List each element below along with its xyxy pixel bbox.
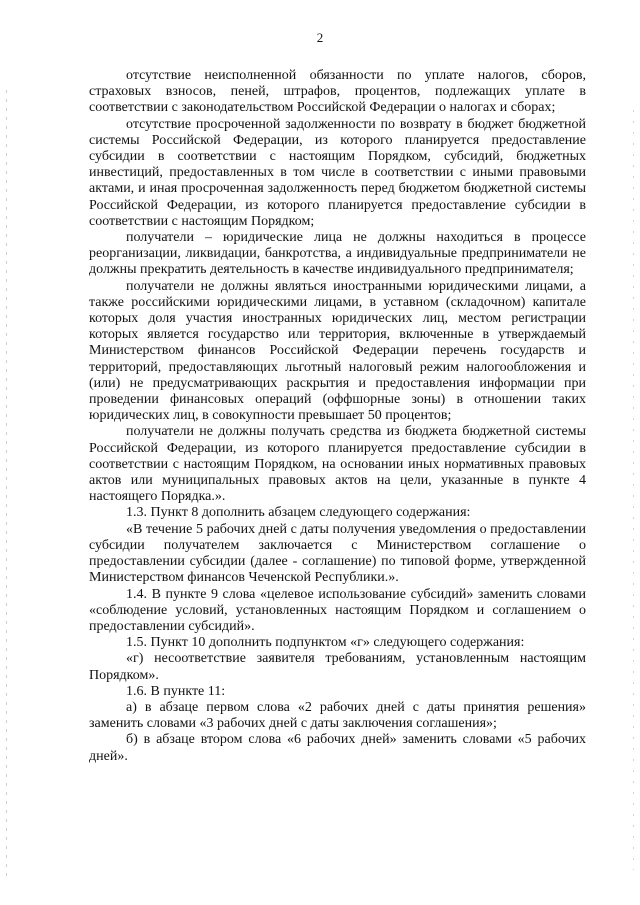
paragraph-5: получатели не должны получать средства из бюджета бюджетной системы Российской Федерации, из которого планируется предоставление субсидии в соответствии с настоящим Порядком, на основании иных нормативных правовых актов или муниципальных правовых актов на цели, указанные в пункте 4 настоящего Порядка.». — [89, 424, 586, 505]
scan-edge-right — [633, 110, 634, 870]
document-body — [89, 68, 586, 765]
paragraph-7: «В течение 5 рабочих дней с даты получения уведомления о предоставлении субсидии получателем заключается с Министерством соглашение о предоставлении субсидии (далее - соглашение) по типовой форме, утвержденной Министерством финансов Чеченской Республики.». — [89, 521, 586, 586]
paragraph-8: 1.4. В пункте 9 слова «целевое использование субсидий» заменить словами «соблюдение условий, установленных настоящим Порядком и соглашением о предоставлении субсидий». — [89, 586, 586, 634]
paragraph-1: отсутствие неисполненной обязанности по уплате налогов, сборов, страховых взносов, пеней, штрафов, процентов, подлежащих уплате в соответствии с законодательством Российской Федерации о налогах и сборах; — [89, 68, 586, 116]
page-number: 2 — [316, 30, 324, 45]
paragraph-2: отсутствие просроченной задолженности по возврату в бюджет бюджетной системы Российской Федерации, из которого планируется предоставление субсидии в соответствии с настоящим Порядком, субсидий, бюджетных инвестиций, предоставленных в том числе в соответствии с иными правовыми актами, и иная просроченная задолженность перед бюджетом бюджетной системы Российской Федерации, из которого планируется предоставление субсидии в соответствии с настоящим Порядком; — [89, 116, 586, 229]
paragraph-10: «г) несоответствие заявителя требованиям, установленным настоящим Порядком». — [89, 651, 586, 683]
paragraph-9: 1.5. Пункт 10 дополнить подпунктом «г» следующего содержания: — [126, 635, 525, 651]
paragraph-12: а) в абзаце первом слова «2 рабочих дней с даты принятия решения» заменить словами «3 рабочих дней с даты заключения соглашения»; — [89, 699, 586, 732]
paragraph-3: получатели – юридические лица не должны находиться в процессе реорганизации, ликвидации, банкротства, а индивидуальные предприниматели не должны прекратить деятельность в качестве индивидуального предпринимателя; — [89, 230, 586, 278]
paragraph-4: получатели не должны являться иностранными юридическими лицами, а также российскими юридическими лицами, в уставном (складочном) капитале которых доля участия иностранных юридических лиц, местом регистрации которых является государство или территория, включенные в утверждаемый Министерством финансов Российской Федерации перечень государств и территорий, предоставляющих льготный налоговый режим налогообложения и (или) не предусматривающих раскрытия и предоставления информации при проведении финансовых операций (оффшорные зоны) в отношении таких юридических лиц, в совокупности превышает 50 процентов; — [89, 278, 586, 424]
paragraph-11: 1.6. В пункте 11: — [126, 683, 226, 699]
paragraph-13: б) в абзаце втором слова «6 рабочих дней» заменить словами «5 рабочих дней». — [89, 732, 586, 764]
paragraph-6: 1.3. Пункт 8 дополнить абзацем следующего содержания: — [126, 505, 471, 521]
scan-edge-left — [6, 90, 7, 880]
